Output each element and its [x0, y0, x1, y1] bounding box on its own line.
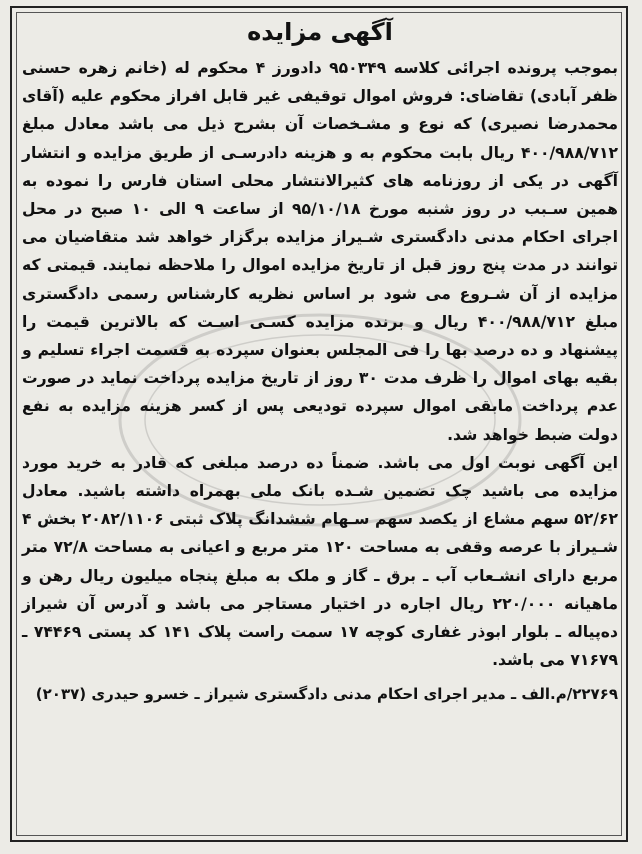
- notice-title: آگهی مزایده: [247, 18, 393, 46]
- notice-content: [22, 14, 618, 834]
- notice-paragraph-2: این آگهی نوبت اول می باشد. ضمناً ده درصد مبلغی که قادر به خرید مورد مزایده می باشید چک تضمین شـده بانک ملی بهمراه داشته باشید. معادل ۵۲/۶۲ سهم مشاع از یکصد سهم سـهام ششدانگ پلاک ثبتی ۲۰۸۲/۱۱۰۶ بخش ۴ شـیراز با عرصه وقفی به مساحت ۱۲۰ متر مربع و اعیانی به مساحت ۷۲/۸ متر مربع دارای انشـعاب آب ـ برق ـ گاز و ملک به مبلغ پنجاه میلیون ریال رهن و ماهیانه ۲۲۰/۰۰۰ ریال اجاره در اختیار مستاجر می باشد و آدرس آن شیراز ده‌پیاله ـ بلوار ابوذر غفاری کوچه ۱۷ سمت راست پلاک ۱۴۱ کد پستی ۷۴۴۶۹ ـ ۷۱۶۷۹ می باشد.: [22, 453, 619, 670]
- notice-signature: ۲۲۷۶۹/م.الف ـ مدیر اجرای احکام مدنی دادگستری شیراز ـ خسرو حیدری (۲۰۳۷): [35, 685, 618, 704]
- notice-paragraph-1: بموجب پرونده اجرائی کلاسه ۹۵۰۳۴۹ دادورز ۴ محکوم له (خانم زهره حسنی ظفر آبادی) تقاضای: فروش اموال توقیفی غیر قابل افراز محکوم علیه (آقای محمدرضا نصیری) که نوع و مشـخصات آن بشرح ذیل می باشد معادل مبلغ ۴۰۰/۹۸۸/۷۱۲ ریال بابت محکوم به و هزینه دادرسـی از طریق مزایده و انتشار آگهی در یکی از روزنامه های کثیرالانتشار محلی استان فارس را نموده به همین سـبب در روز شنبه مورخ ۹۵/۱۰/۱۸ از ساعت ۹ الی ۱۰ صبح در محل اجرای احکام مدنی دادگستری شـیراز مزایده برگزار خواهد شد متقاضیان می توانند در مدت پنج روز قبل از تاریخ مزایده اموال را ملاحظه نمایند. قیمتی که مزایده از آن شـروع می شود بر اساس نظریه کارشناس رسمی دادگستری مبلغ ۴۰۰/۹۸۸/۷۱۲ ریال و برنده مزایده کسـی اسـت که بالاترین قیمت را پیشنهاد و ده درصد بها را فی المجلس بعنوان سپرده به قسمت اجراء تسلیم و بقیه بهای اموال را ظرف مدت ۳۰ روز از تاریخ مزایده پرداخت نماید در صورت عدم پرداخت مابقی اموال سپرده تودیعی پس از کسر هزینه مزایده به نفع دولت ضبط خواهد شد.: [22, 59, 619, 444]
